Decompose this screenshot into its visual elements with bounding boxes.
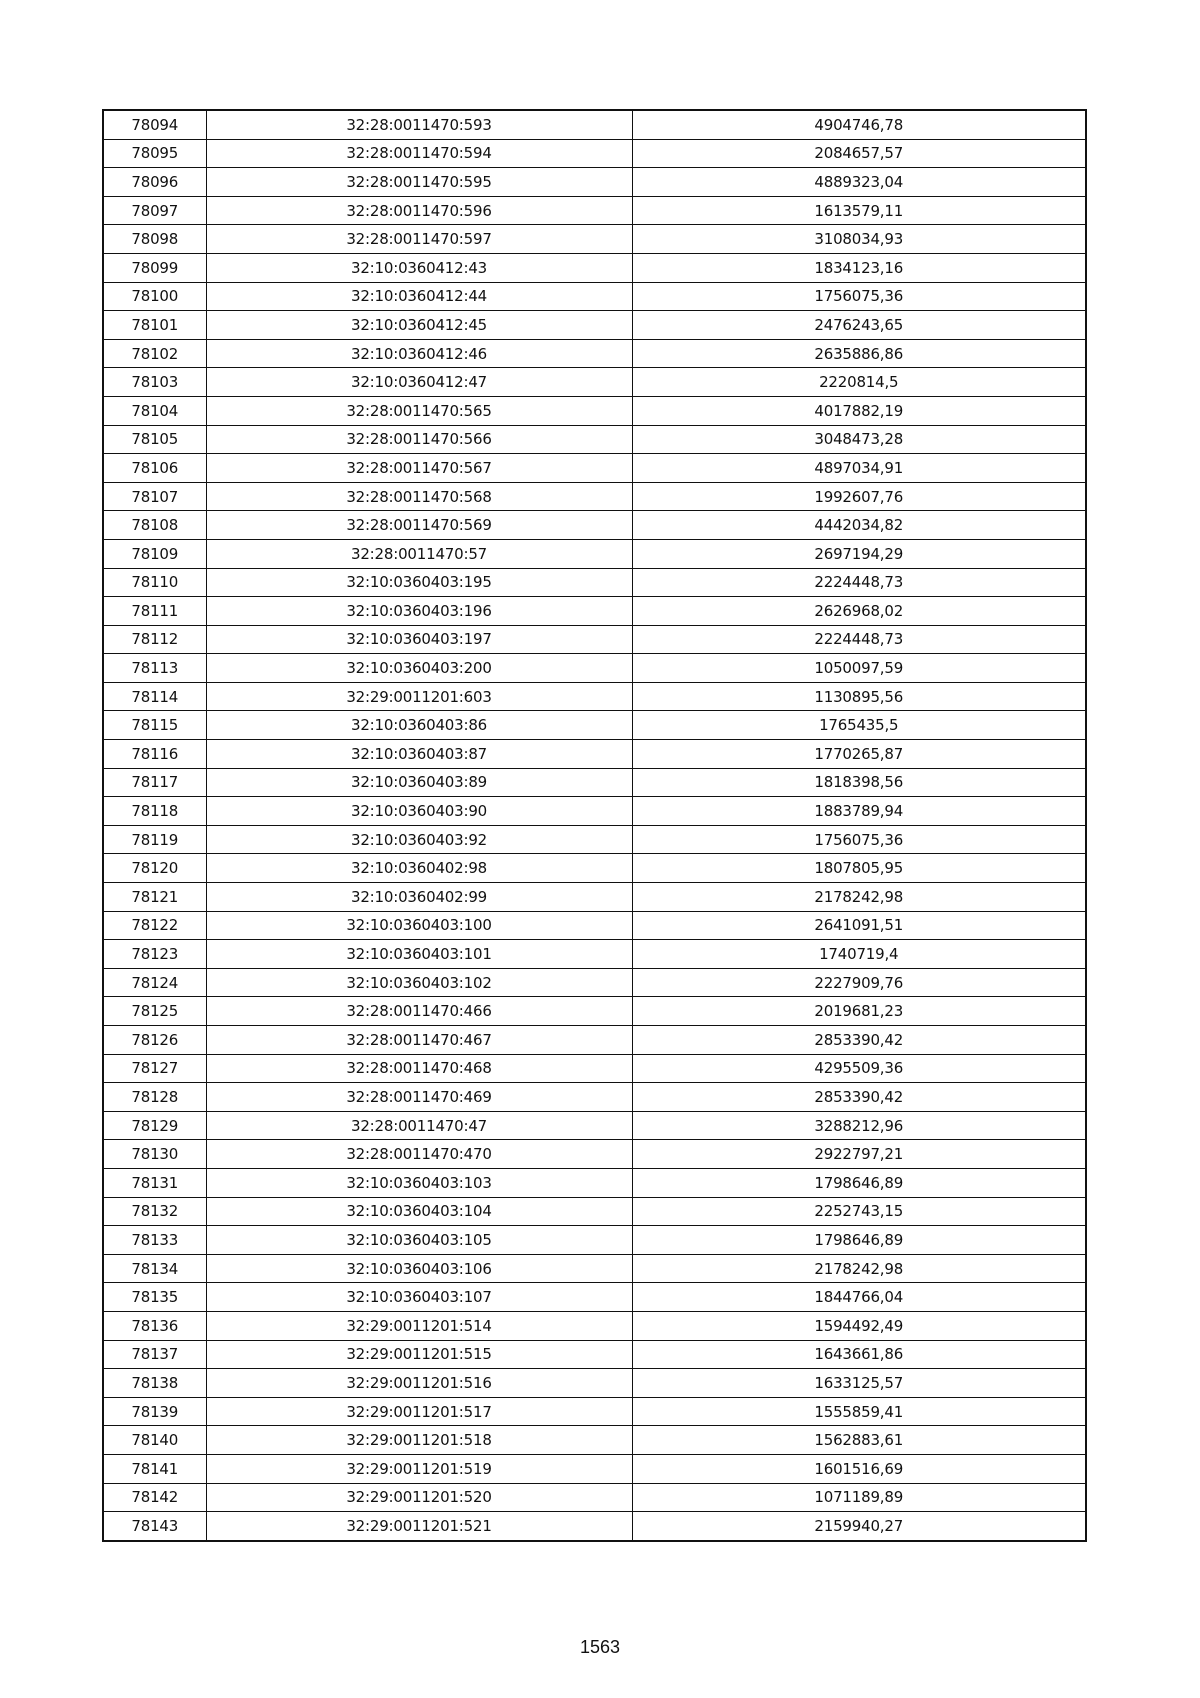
row-number-cell: 78121 (103, 883, 206, 912)
cadastral-number-cell: 32:10:0360412:43 (206, 253, 632, 282)
value-cell: 1643661,86 (632, 1340, 1086, 1369)
table-row (103, 1283, 1086, 1312)
row-number-cell: 78133 (103, 1226, 206, 1255)
value-cell: 4897034,91 (632, 454, 1086, 483)
cadastral-number-cell: 32:10:0360403:105 (206, 1226, 632, 1255)
cadastral-number-cell: 32:10:0360403:107 (206, 1283, 632, 1312)
row-number-cell: 78123 (103, 940, 206, 969)
value-cell: 1798646,89 (632, 1168, 1086, 1197)
table-row (103, 883, 1086, 912)
row-number-cell: 78106 (103, 454, 206, 483)
table-row (103, 1140, 1086, 1169)
value-cell: 1740719,4 (632, 940, 1086, 969)
row-number-cell: 78124 (103, 968, 206, 997)
row-number-cell: 78115 (103, 711, 206, 740)
row-number-cell: 78100 (103, 282, 206, 311)
value-cell: 2641091,51 (632, 911, 1086, 940)
value-cell: 2227909,76 (632, 968, 1086, 997)
table-row (103, 1083, 1086, 1112)
table-row (103, 1397, 1086, 1426)
cadastral-number-cell: 32:28:0011470:596 (206, 196, 632, 225)
value-cell: 2853390,42 (632, 1026, 1086, 1055)
value-cell: 1844766,04 (632, 1283, 1086, 1312)
table-row (103, 168, 1086, 197)
table-row (103, 1426, 1086, 1455)
table-row (103, 825, 1086, 854)
table-row (103, 110, 1086, 139)
value-cell: 1594492,49 (632, 1311, 1086, 1340)
cadastral-number-cell: 32:28:0011470:597 (206, 225, 632, 254)
cadastral-number-cell: 32:10:0360403:103 (206, 1168, 632, 1197)
cadastral-number-cell: 32:28:0011470:57 (206, 539, 632, 568)
value-cell: 1883789,94 (632, 797, 1086, 826)
value-cell: 3048473,28 (632, 425, 1086, 454)
table-row (103, 1454, 1086, 1483)
table-row (103, 454, 1086, 483)
cadastral-number-cell: 32:28:0011470:568 (206, 482, 632, 511)
table-row (103, 1226, 1086, 1255)
row-number-cell: 78137 (103, 1340, 206, 1369)
row-number-cell: 78122 (103, 911, 206, 940)
value-cell: 2853390,42 (632, 1083, 1086, 1112)
row-number-cell: 78134 (103, 1254, 206, 1283)
row-number-cell: 78129 (103, 1111, 206, 1140)
cadastral-number-cell: 32:29:0011201:515 (206, 1340, 632, 1369)
row-number-cell: 78113 (103, 654, 206, 683)
value-cell: 2178242,98 (632, 883, 1086, 912)
row-number-cell: 78139 (103, 1397, 206, 1426)
table-row (103, 1512, 1086, 1541)
value-cell: 2084657,57 (632, 139, 1086, 168)
cadastral-number-cell: 32:28:0011470:468 (206, 1054, 632, 1083)
cadastral-number-cell: 32:29:0011201:514 (206, 1311, 632, 1340)
table-row (103, 368, 1086, 397)
row-number-cell: 78094 (103, 110, 206, 139)
cadastral-number-cell: 32:28:0011470:569 (206, 511, 632, 540)
cadastral-number-cell: 32:10:0360403:101 (206, 940, 632, 969)
value-cell: 2922797,21 (632, 1140, 1086, 1169)
table-row (103, 511, 1086, 540)
table-row (103, 1026, 1086, 1055)
row-number-cell: 78114 (103, 682, 206, 711)
row-number-cell: 78117 (103, 768, 206, 797)
cadastral-number-cell: 32:29:0011201:520 (206, 1483, 632, 1512)
cadastral-number-cell: 32:10:0360402:98 (206, 854, 632, 883)
cadastral-number-cell: 32:29:0011201:517 (206, 1397, 632, 1426)
value-cell: 2635886,86 (632, 339, 1086, 368)
cadastral-number-cell: 32:29:0011201:518 (206, 1426, 632, 1455)
cadastral-number-cell: 32:28:0011470:47 (206, 1111, 632, 1140)
row-number-cell: 78130 (103, 1140, 206, 1169)
cadastral-number-cell: 32:28:0011470:593 (206, 110, 632, 139)
table-row (103, 768, 1086, 797)
cadastral-number-cell: 32:28:0011470:467 (206, 1026, 632, 1055)
table-row (103, 968, 1086, 997)
row-number-cell: 78128 (103, 1083, 206, 1112)
value-cell: 1798646,89 (632, 1226, 1086, 1255)
value-cell: 2224448,73 (632, 568, 1086, 597)
cadastral-number-cell: 32:10:0360403:195 (206, 568, 632, 597)
table-row (103, 482, 1086, 511)
table-row (103, 339, 1086, 368)
row-number-cell: 78097 (103, 196, 206, 225)
table-row (103, 625, 1086, 654)
row-number-cell: 78125 (103, 997, 206, 1026)
value-cell: 1834123,16 (632, 253, 1086, 282)
cadastral-number-cell: 32:28:0011470:595 (206, 168, 632, 197)
page-number: 1563 (579, 1637, 621, 1657)
cadastral-number-cell: 32:29:0011201:519 (206, 1454, 632, 1483)
row-number-cell: 78141 (103, 1454, 206, 1483)
table-row (103, 654, 1086, 683)
cadastral-value-table (102, 109, 1087, 1542)
row-number-cell: 78107 (103, 482, 206, 511)
table-row (103, 311, 1086, 340)
table-row (103, 911, 1086, 940)
row-number-cell: 78126 (103, 1026, 206, 1055)
table-row (103, 597, 1086, 626)
cadastral-number-cell: 32:10:0360403:197 (206, 625, 632, 654)
cadastral-number-cell: 32:28:0011470:567 (206, 454, 632, 483)
cadastral-number-cell: 32:10:0360412:47 (206, 368, 632, 397)
table-row (103, 854, 1086, 883)
cadastral-number-cell: 32:10:0360412:46 (206, 339, 632, 368)
row-number-cell: 78099 (103, 253, 206, 282)
value-cell: 2224448,73 (632, 625, 1086, 654)
table-row (103, 225, 1086, 254)
row-number-cell: 78142 (103, 1483, 206, 1512)
row-number-cell: 78109 (103, 539, 206, 568)
value-cell: 1992607,76 (632, 482, 1086, 511)
table-row (103, 1483, 1086, 1512)
row-number-cell: 78095 (103, 139, 206, 168)
cadastral-number-cell: 32:10:0360403:102 (206, 968, 632, 997)
cadastral-number-cell: 32:28:0011470:566 (206, 425, 632, 454)
value-cell: 3108034,93 (632, 225, 1086, 254)
cadastral-number-cell: 32:10:0360403:106 (206, 1254, 632, 1283)
value-cell: 2476243,65 (632, 311, 1086, 340)
cadastral-number-cell: 32:10:0360402:99 (206, 883, 632, 912)
table-row (103, 396, 1086, 425)
row-number-cell: 78132 (103, 1197, 206, 1226)
value-cell: 1050097,59 (632, 654, 1086, 683)
row-number-cell: 78140 (103, 1426, 206, 1455)
value-cell: 1071189,89 (632, 1483, 1086, 1512)
table-body (103, 110, 1086, 1541)
row-number-cell: 78131 (103, 1168, 206, 1197)
table-row (103, 740, 1086, 769)
cadastral-number-cell: 32:10:0360403:92 (206, 825, 632, 854)
value-cell: 1562883,61 (632, 1426, 1086, 1455)
table-row (103, 797, 1086, 826)
cadastral-number-cell: 32:10:0360403:196 (206, 597, 632, 626)
cadastral-number-cell: 32:10:0360412:45 (206, 311, 632, 340)
table-row (103, 1254, 1086, 1283)
value-cell: 1756075,36 (632, 825, 1086, 854)
cadastral-number-cell: 32:28:0011470:470 (206, 1140, 632, 1169)
value-cell: 2697194,29 (632, 539, 1086, 568)
cadastral-number-cell: 32:28:0011470:466 (206, 997, 632, 1026)
row-number-cell: 78104 (103, 396, 206, 425)
cadastral-number-cell: 32:28:0011470:469 (206, 1083, 632, 1112)
table-row (103, 940, 1086, 969)
row-number-cell: 78111 (103, 597, 206, 626)
cadastral-number-cell: 32:10:0360412:44 (206, 282, 632, 311)
row-number-cell: 78112 (103, 625, 206, 654)
row-number-cell: 78103 (103, 368, 206, 397)
cadastral-number-cell: 32:10:0360403:89 (206, 768, 632, 797)
cadastral-number-cell: 32:28:0011470:594 (206, 139, 632, 168)
value-cell: 1613579,11 (632, 196, 1086, 225)
row-number-cell: 78119 (103, 825, 206, 854)
table-row (103, 568, 1086, 597)
value-cell: 2220814,5 (632, 368, 1086, 397)
table-row (103, 1311, 1086, 1340)
value-cell: 1818398,56 (632, 768, 1086, 797)
value-cell: 1807805,95 (632, 854, 1086, 883)
table-row (103, 1111, 1086, 1140)
value-cell: 2626968,02 (632, 597, 1086, 626)
row-number-cell: 78101 (103, 311, 206, 340)
row-number-cell: 78110 (103, 568, 206, 597)
value-cell: 2252743,15 (632, 1197, 1086, 1226)
row-number-cell: 78143 (103, 1512, 206, 1541)
table-row (103, 997, 1086, 1026)
value-cell: 4017882,19 (632, 396, 1086, 425)
table-row (103, 1168, 1086, 1197)
value-cell: 4904746,78 (632, 110, 1086, 139)
value-cell: 1770265,87 (632, 740, 1086, 769)
table-row (103, 1369, 1086, 1398)
cadastral-number-cell: 32:10:0360403:90 (206, 797, 632, 826)
row-number-cell: 78120 (103, 854, 206, 883)
value-cell: 1756075,36 (632, 282, 1086, 311)
table-row (103, 539, 1086, 568)
table-row (103, 425, 1086, 454)
row-number-cell: 78135 (103, 1283, 206, 1312)
cadastral-number-cell: 32:10:0360403:86 (206, 711, 632, 740)
value-cell: 2019681,23 (632, 997, 1086, 1026)
value-cell: 2178242,98 (632, 1254, 1086, 1283)
row-number-cell: 78116 (103, 740, 206, 769)
value-cell: 2159940,27 (632, 1512, 1086, 1541)
cadastral-number-cell: 32:10:0360403:100 (206, 911, 632, 940)
row-number-cell: 78136 (103, 1311, 206, 1340)
table-row (103, 139, 1086, 168)
table-row (103, 196, 1086, 225)
row-number-cell: 78096 (103, 168, 206, 197)
value-cell: 1601516,69 (632, 1454, 1086, 1483)
row-number-cell: 78138 (103, 1369, 206, 1398)
row-number-cell: 78127 (103, 1054, 206, 1083)
cadastral-number-cell: 32:10:0360403:104 (206, 1197, 632, 1226)
cadastral-number-cell: 32:28:0011470:565 (206, 396, 632, 425)
table-row (103, 711, 1086, 740)
value-cell: 4889323,04 (632, 168, 1086, 197)
table-row (103, 682, 1086, 711)
table-row (103, 253, 1086, 282)
cadastral-number-cell: 32:10:0360403:200 (206, 654, 632, 683)
cadastral-number-cell: 32:29:0011201:521 (206, 1512, 632, 1541)
value-cell: 1130895,56 (632, 682, 1086, 711)
table-row (103, 1340, 1086, 1369)
value-cell: 4295509,36 (632, 1054, 1086, 1083)
cadastral-number-cell: 32:10:0360403:87 (206, 740, 632, 769)
cadastral-number-cell: 32:29:0011201:516 (206, 1369, 632, 1398)
value-cell: 1765435,5 (632, 711, 1086, 740)
value-cell: 1555859,41 (632, 1397, 1086, 1426)
row-number-cell: 78108 (103, 511, 206, 540)
row-number-cell: 78105 (103, 425, 206, 454)
cadastral-number-cell: 32:29:0011201:603 (206, 682, 632, 711)
value-cell: 1633125,57 (632, 1369, 1086, 1398)
row-number-cell: 78118 (103, 797, 206, 826)
row-number-cell: 78102 (103, 339, 206, 368)
value-cell: 4442034,82 (632, 511, 1086, 540)
table-row (103, 282, 1086, 311)
table-row (103, 1054, 1086, 1083)
row-number-cell: 78098 (103, 225, 206, 254)
table-row (103, 1197, 1086, 1226)
value-cell: 3288212,96 (632, 1111, 1086, 1140)
